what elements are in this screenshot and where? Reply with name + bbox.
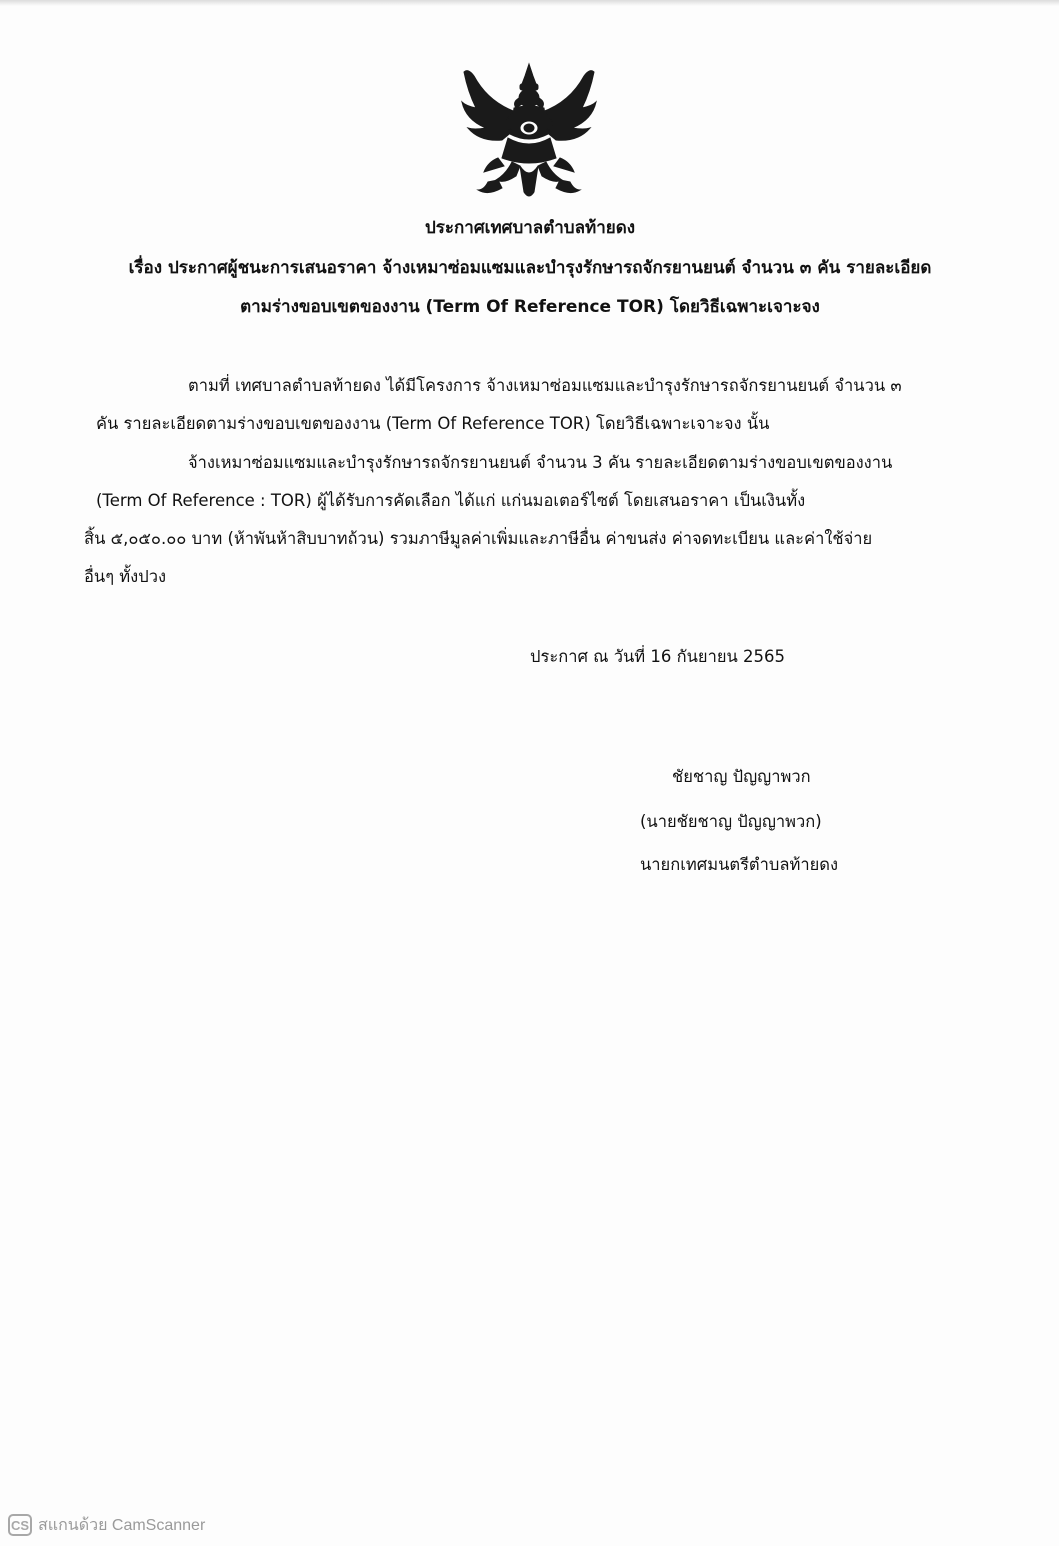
scan-edge (0, 0, 1059, 6)
printed-name: (นายชัยชาญ ปัญญาพวก) (640, 812, 822, 831)
organization-title: ประกาศเทศบาลตำบลท้ายดง (424, 218, 636, 238)
paragraph-1-line-1: ตามที่ เทศบาลตำบลท้ายดง ได้มีโครงการ จ้างเหมาซ่อมแซมและบำรุงรักษารถจักรยานยนต์ จำนวน ๓ (188, 376, 902, 395)
paragraph-2-line-2: (Term Of Reference : TOR) ผู้ได้รับการคัดเลือก ได้แก่ แก่นมอเตอร์ไซต์ โดยเสนอราคา เป็นเงินทั้ง (96, 491, 806, 510)
camscanner-logo-icon: CS (8, 1514, 32, 1536)
paragraph-2-line-4: อื่นๆ ทั้งปวง (84, 567, 167, 586)
subject-line-1: เรื่อง ประกาศผู้ชนะการเสนอราคา จ้างเหมาซ่อมแซมและบำรุงรักษารถจักรยานยนต์ จำนวน ๓ คัน รายละเอียด (128, 258, 932, 278)
paragraph-2-line-1: จ้างเหมาซ่อมแซมและบำรุงรักษารถจักรยานยนต์ จำนวน 3 คัน รายละเอียดตามร่างขอบเขตของงาน (188, 453, 893, 472)
subject-line-2: ตามร่างขอบเขตของงาน (Term Of Reference TOR) โดยวิธีเฉพาะเจาะจง (240, 297, 820, 317)
paragraph-1-line-2: คัน รายละเอียดตามร่างขอบเขตของงาน (Term Of Reference TOR) โดยวิธีเฉพาะเจาะจง นั้น (96, 414, 770, 433)
camscanner-footer (8, 1512, 205, 1538)
divider (0, 336, 1059, 351)
signer-position: นายกเทศมนตรีตำบลท้ายดง (640, 855, 839, 874)
scanner-text: สแกนด้วย CamScanner (38, 1516, 206, 1534)
garuda-emblem-icon (458, 62, 600, 202)
announcement-date: ประกาศ ณ วันที่ 16 กันยายน 2565 (530, 647, 786, 666)
paragraph-2-line-3: สิ้น ๕,๐๕๐.๐๐ บาท (ห้าพันห้าสิบบาทถ้วน) รวมภาษีมูลค่าเพิ่มและภาษีอื่น ค่าขนส่ง ค่าจดทะเบียน และค่าใช้จ่าย (84, 529, 873, 548)
signed-name: ชัยชาญ ปัญญาพวก (672, 767, 811, 786)
